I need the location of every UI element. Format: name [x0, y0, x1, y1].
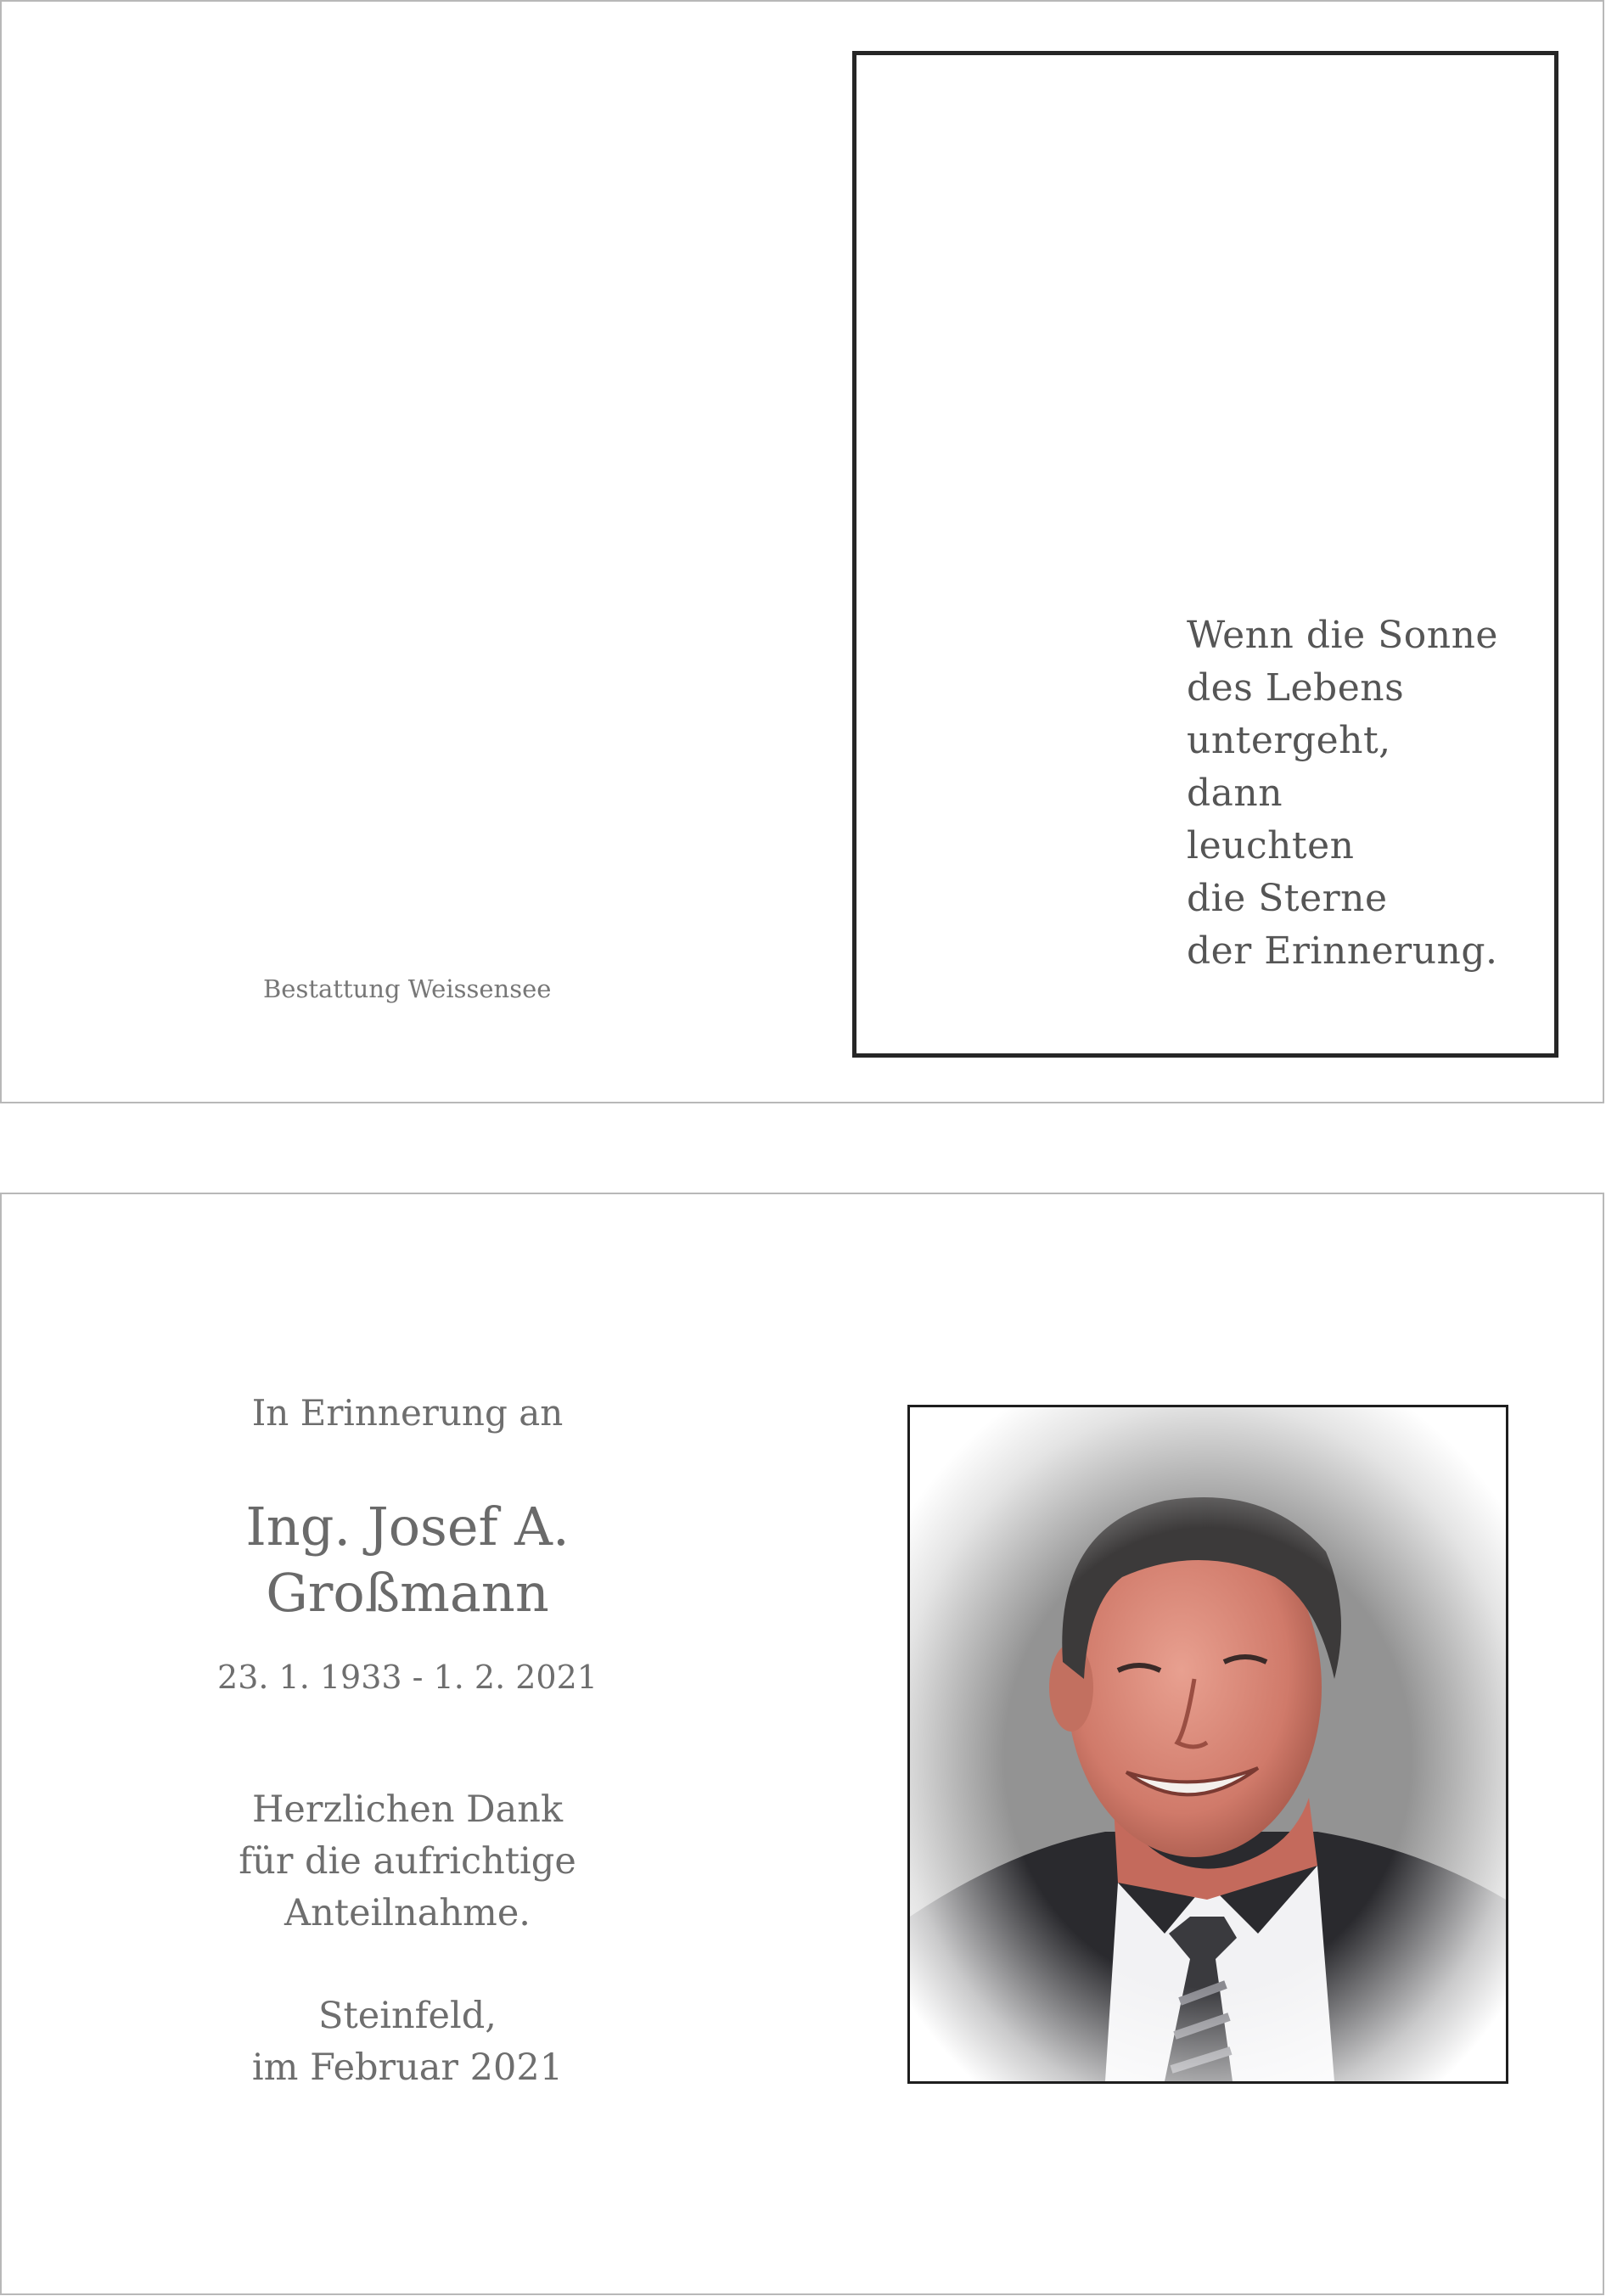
verse-line: Wenn die Sonne [1187, 614, 1498, 657]
in-memory-heading: In Erinnerung an [251, 1392, 564, 1434]
verse-line: die Sterne [1187, 877, 1388, 920]
thanks-line: Herzlichen Dank [251, 1788, 564, 1831]
verse-line: der Erinnerung. [1187, 929, 1498, 973]
card-front [0, 0, 1604, 1103]
verse-line: des Lebens [1187, 666, 1405, 710]
verse-line: leuchten [1187, 824, 1355, 867]
portrait-photo [907, 1405, 1508, 2084]
place: Steinfeld, [318, 1995, 497, 2037]
verse-line: untergeht, [1187, 719, 1391, 762]
deceased-name [195, 1494, 620, 1626]
thanks-line: Anteilnahme. [284, 1892, 531, 1934]
verse-line: dann [1187, 772, 1283, 815]
verse [1187, 609, 1498, 978]
name-line-2: Großmann [266, 1562, 549, 1624]
thanks-message [195, 1784, 620, 1940]
undertaker-credit: Bestattung Weissensee [263, 974, 552, 1003]
place-and-date [195, 1990, 620, 2094]
date-line: im Februar 2021 [251, 2046, 564, 2089]
thanks-line: für die aufrichtige [239, 1840, 576, 1883]
portrait-illustration [910, 1407, 1506, 2081]
life-dates: 23. 1. 1933 - 1. 2. 2021 [217, 1659, 598, 1696]
name-line-1: Ing. Josef A. [245, 1496, 570, 1558]
